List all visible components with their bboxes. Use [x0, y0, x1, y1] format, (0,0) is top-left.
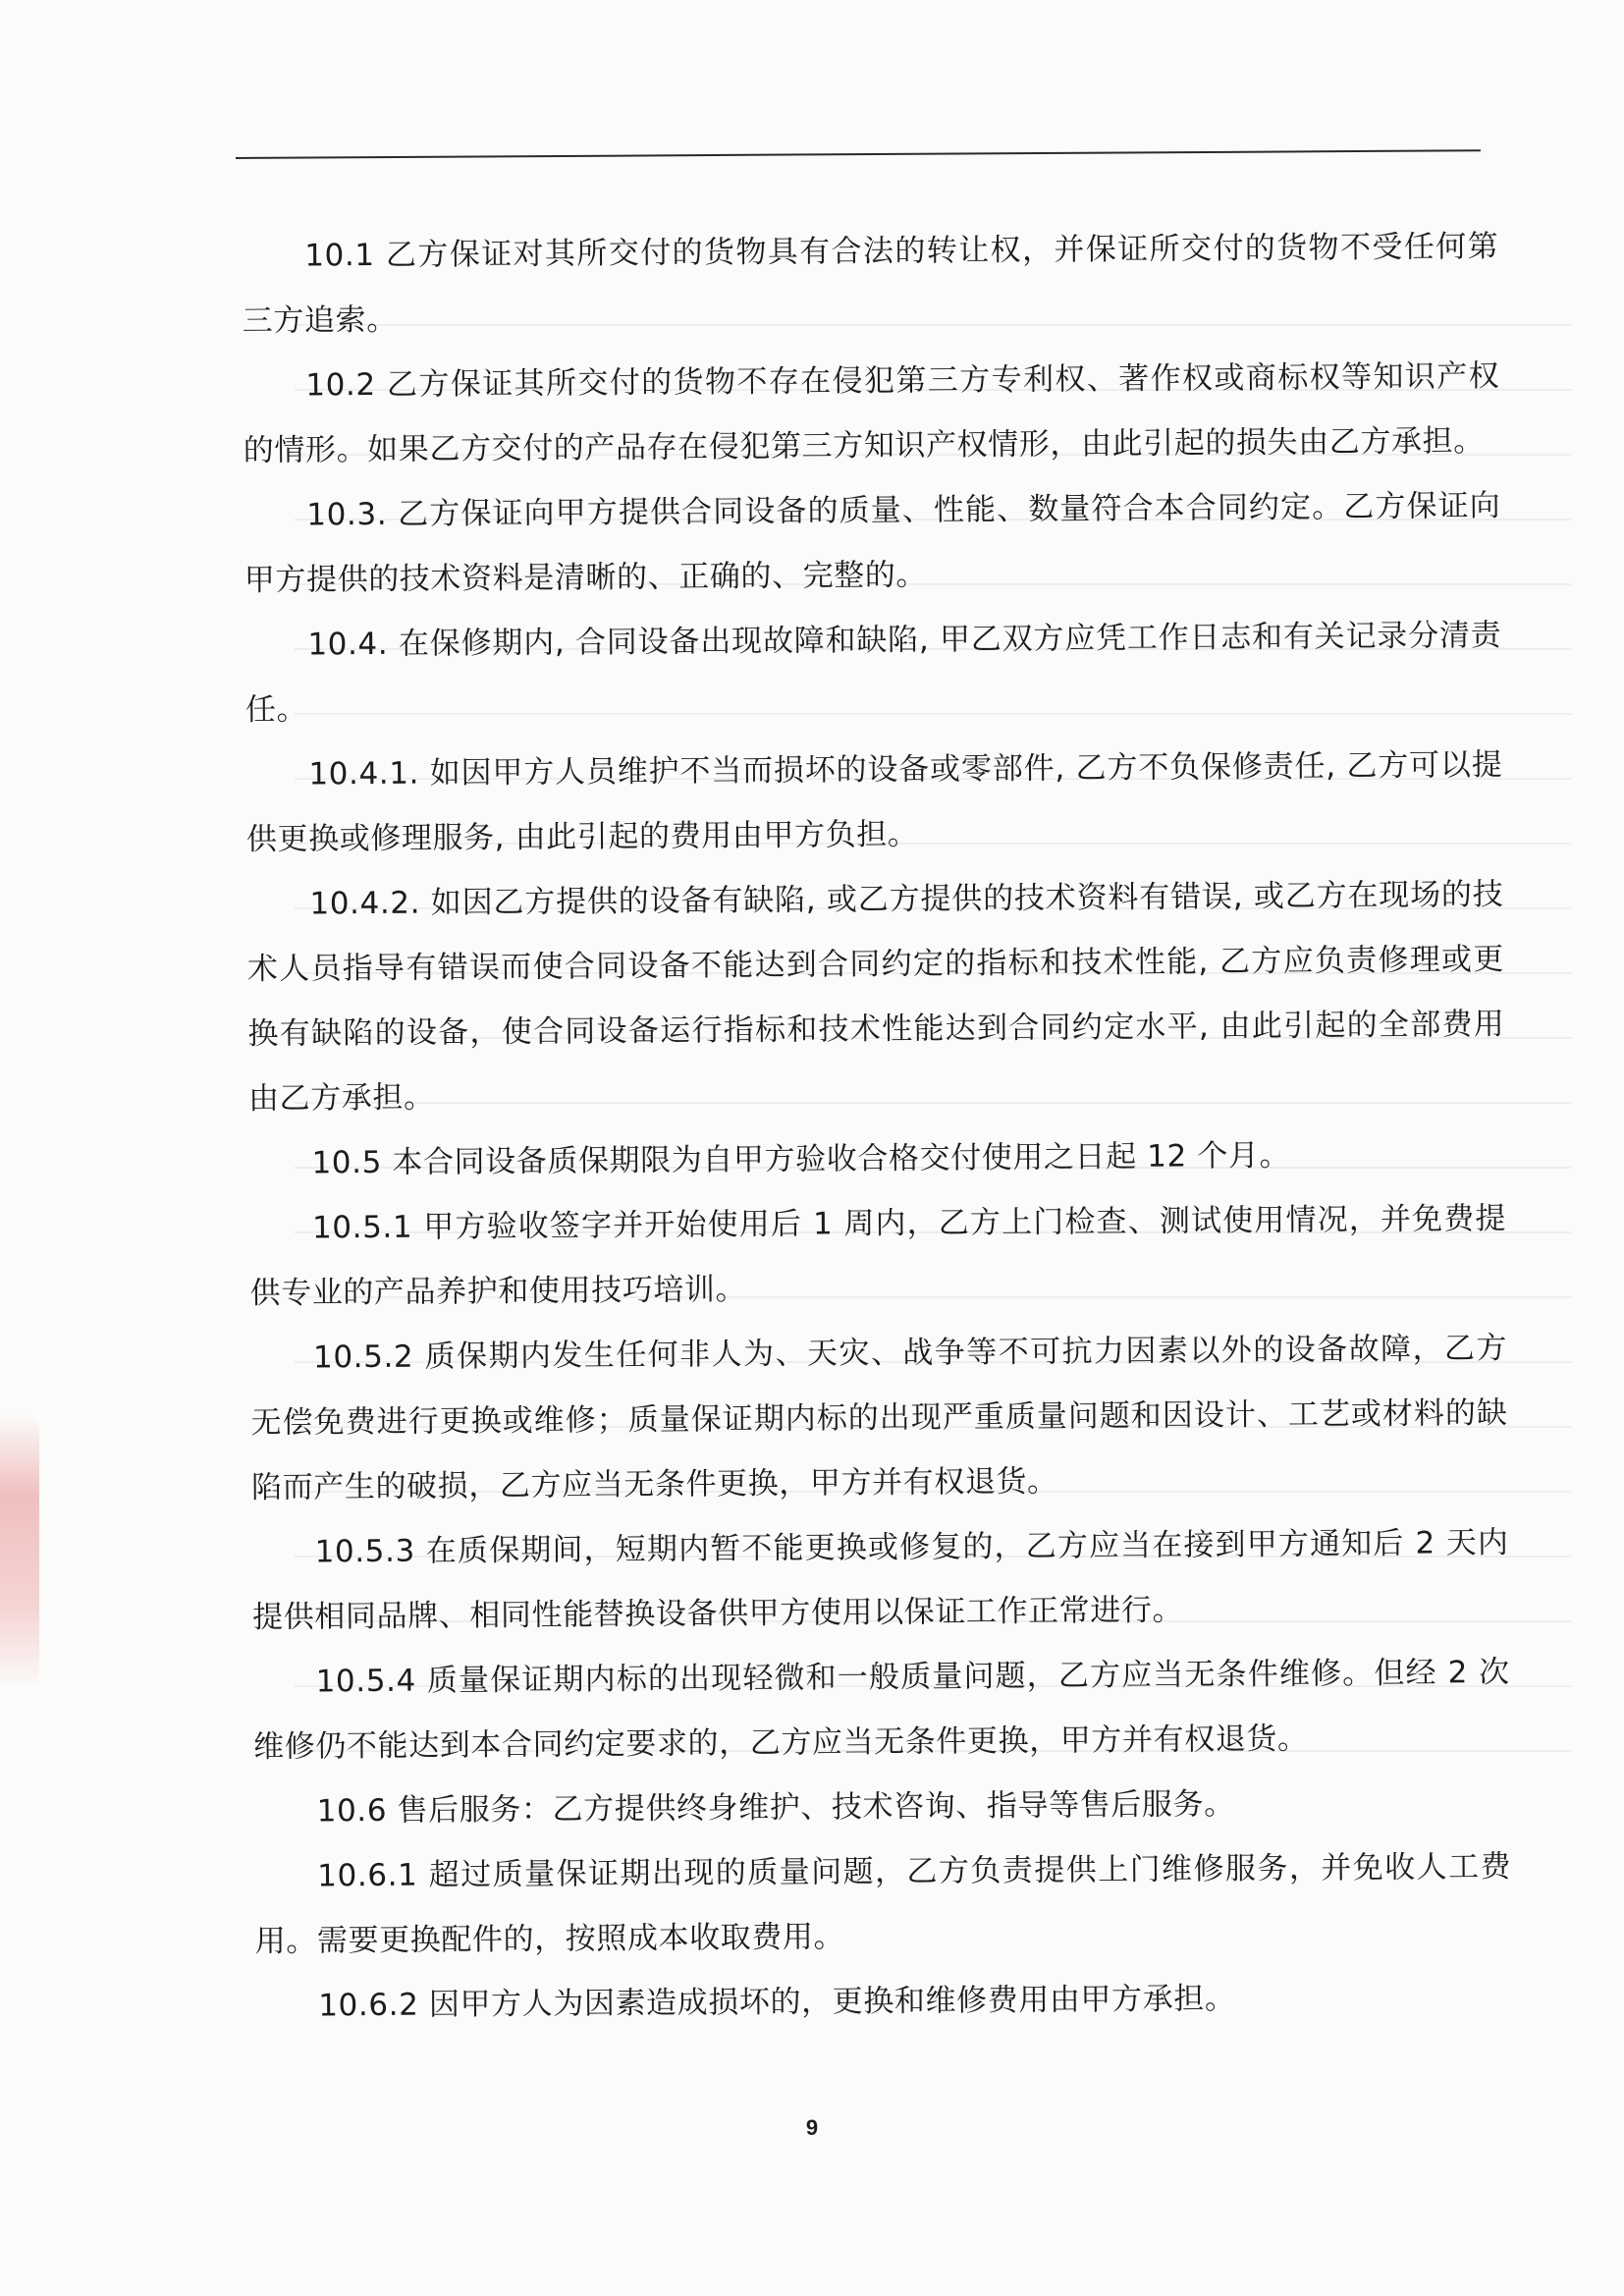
header-rule [236, 149, 1481, 159]
clause-10-5-4: 10.5.4 质量保证期内标的出现轻微和一般质量问题，乙方应当无条件维修。但经 2 次维修仍不能达到本合同约定要求的，乙方应当无条件更换，甲方并有权退货。 [253, 1654, 1510, 1765]
clause-10-6-1: 10.6.1 超过质量保证期出现的质量问题，乙方负责提供上门维修服务，并免收人工费用。需要更换配件的，按照成本收取费用。 [254, 1848, 1512, 1959]
clause-10-4-1: 10.4.1. 如因甲方人员维护不当而损坏的设备或零部件, 乙方不负保修责任, 乙方可以提供更换或修理服务, 由此引起的费用由甲方负担。 [245, 746, 1503, 857]
clause-10-5-3: 10.5.3 在质保期间，短期内暂不能更换或修复的，乙方应当在接到甲方通知后 2 天内提供相同品牌、相同性能替换设备供甲方使用以保证工作正常进行。 [252, 1524, 1509, 1635]
clause-10-2: 10.2 乙方保证其所交付的货物不存在侵犯第三方专利权、著作权或商标权等知识产权的情形。如果乙方交付的产品存在侵犯第三方知识产权情形，由此引起的损失由乙方承担。 [243, 357, 1500, 468]
clause-10-4-2: 10.4.2. 如因乙方提供的设备有缺陷, 或乙方提供的技术资料有错误, 或乙方在现场的技术人员指导有错误而使合同设备不能达到合同约定的指标和技术性能, 乙方应负责修理或更换有缺陷的设备，使合同设备运行指标和技术性能达到合同约定水平, 由此引起的全部费用由乙方承担。 [246, 876, 1505, 1117]
clause-10-5-2: 10.5.2 质保期内发生任何非人为、天灾、战争等不可抗力因素以外的设备故障，乙方无偿免费进行更换或维修；质量保证期内标的出现严重质量问题和因设计、工艺或材料的缺陷而产生的破损，乙方应当无条件更换，甲方并有权退货。 [250, 1330, 1508, 1505]
seal-stamp-edge [0, 1414, 39, 1689]
clause-10-4: 10.4. 在保修期内, 合同设备出现故障和缺陷, 甲乙双方应凭工作日志和有关记录分清责任。 [244, 617, 1502, 728]
clause-10-6: 10.6 售后服务：乙方提供终身维护、技术咨询、指导等售后服务。 [316, 1786, 1235, 1830]
clause-10-1: 10.1 乙方保证对其所交付的货物具有合法的转让权，并保证所交付的货物不受任何第三方追索。 [242, 228, 1499, 339]
contract-body [242, 214, 1512, 2039]
clause-10-3: 10.3. 乙方保证向甲方提供合同设备的质量、性能、数量符合本合同约定。乙方保证向甲方提供的技术资料是清晰的、正确的、完整的。 [244, 487, 1501, 598]
clause-10-5: 10.5 本合同设备质保期限为自甲方验收合格交付使用之日起 12 个月。 [311, 1137, 1291, 1181]
clause-10-5-1: 10.5.1 甲方验收签字并开始使用后 1 周内，乙方上门检查、测试使用情况，并免费提供专业的产品养护和使用技巧培训。 [249, 1200, 1507, 1311]
clause-10-6-2: 10.6.2 因甲方人为因素造成损坏的，更换和维修费用由甲方承担。 [318, 1981, 1236, 2024]
page-number: 9 [805, 2115, 819, 2140]
